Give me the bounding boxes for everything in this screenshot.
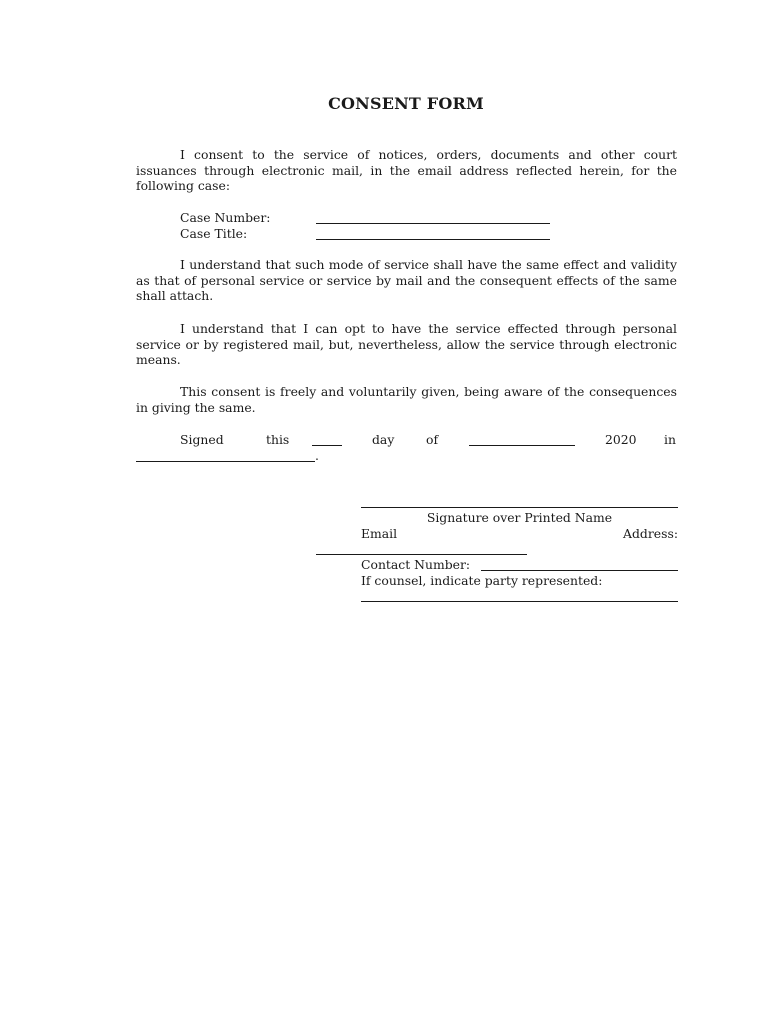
contact-number-line: [481, 570, 678, 571]
case-title-label: Case Title:: [180, 226, 248, 241]
voluntary-paragraph: This consent is freely and voluntarily given, being aware of the consequences in giving the same.: [136, 384, 677, 415]
day-word: day: [372, 432, 395, 447]
in-word: in: [664, 432, 676, 447]
case-number-line: [316, 223, 550, 224]
effect-paragraph: I understand that such mode of service shall have the same effect and validity as that of personal service or service by mail and the consequent effects of the same shall attach.: [136, 257, 677, 304]
case-number-label: Case Number:: [180, 210, 271, 225]
signature-line: [361, 507, 678, 508]
email-label: Email: [361, 526, 398, 541]
of-word: of: [426, 432, 439, 447]
place-blank: [136, 461, 315, 462]
day-blank: [312, 445, 342, 446]
case-title-line: [316, 239, 550, 240]
consent-paragraph: I consent to the service of notices, orders, documents and other court issuances through electronic mail, in the email address reflected herein, for the following case:: [136, 147, 677, 194]
email-address-line: [316, 554, 527, 555]
signature-label: Signature over Printed Name: [426, 510, 613, 525]
address-label: Address:: [623, 526, 678, 541]
this-word: this: [266, 432, 290, 447]
document-title: CONSENT FORM: [328, 94, 484, 113]
year-text: 2020: [605, 432, 637, 447]
signed-word: Signed: [180, 432, 224, 447]
counsel-party-line: [361, 601, 678, 602]
opt-out-paragraph: I understand that I can opt to have the service effected through personal service or by registered mail, but, nevertheless, allow the service through electronic means.: [136, 321, 677, 368]
place-period: .: [315, 448, 319, 463]
contact-number-label: Contact Number:: [361, 557, 471, 572]
counsel-label: If counsel, indicate party represented:: [361, 573, 603, 588]
signed-date-row: [136, 432, 677, 448]
month-blank: [469, 445, 575, 446]
